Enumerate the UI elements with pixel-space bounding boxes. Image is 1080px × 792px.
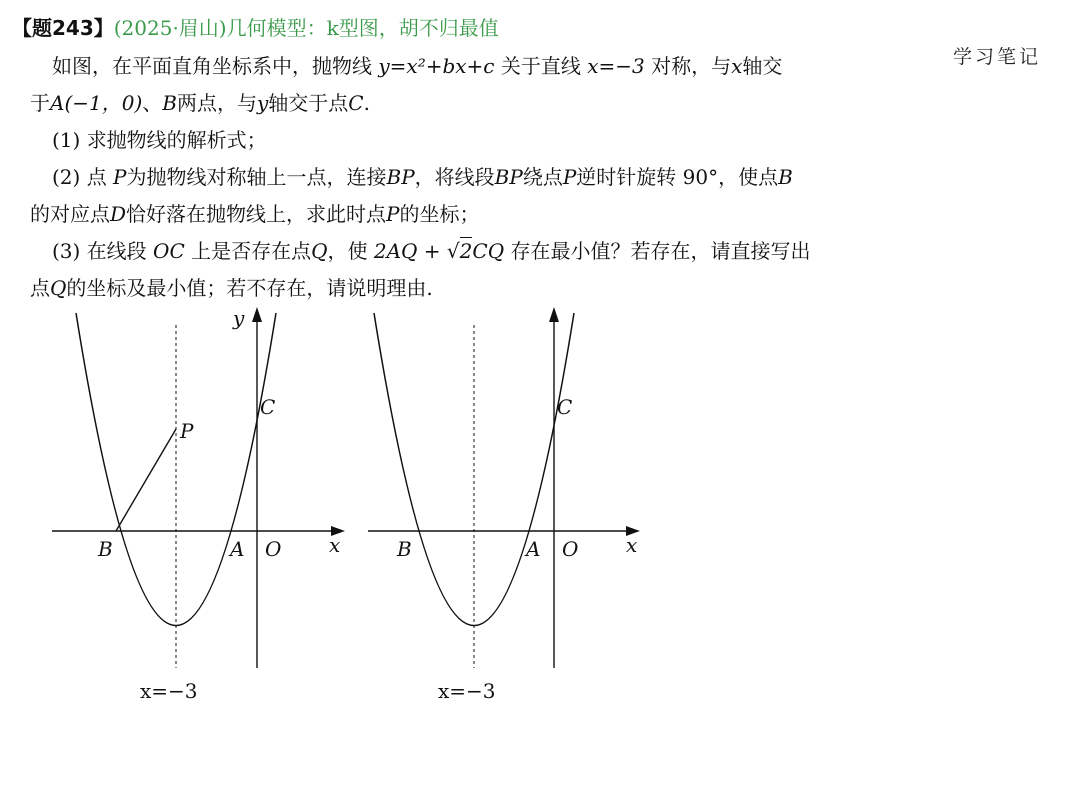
problem-number-tag: 【题243】	[12, 16, 114, 40]
min-expression: 2AQ + √2CQ	[373, 239, 505, 263]
question-3-line-1: (3) 在线段 OC 上是否存在点Q，使 2AQ + √2CQ 存在最小值？若存在，请直接写出	[52, 239, 811, 263]
question-2-line-2: 的对应点D恰好落在抛物线上，求此时点P的坐标；	[30, 202, 480, 226]
point-a-coordinates: A(−1，0)	[50, 91, 143, 115]
point-b-label: B	[397, 537, 412, 561]
figure-1-graph	[52, 306, 345, 703]
point-p-label: P	[180, 419, 194, 443]
origin-label: O	[562, 537, 579, 561]
y-axis-label: y	[233, 306, 245, 330]
question-2-line-1: (2) 点 P为抛物线对称轴上一点，连接BP，将线段BP绕点P逆时针旋转 90°，使点B	[52, 165, 793, 189]
question-3-line-2: 点Q的坐标及最小值；若不存在，请说明理由.	[30, 276, 433, 300]
stem-line-1: 如图，在平面直角坐标系中，抛物线 y=x²+bx+c 关于直线 x=−3 对称，与x轴交	[52, 54, 783, 78]
y-axis-arrow	[549, 307, 559, 322]
study-notes-label: 学习笔记	[953, 46, 1042, 68]
point-a-label: A	[526, 537, 541, 561]
question-1: (1) 求抛物线的解析式；	[52, 128, 267, 152]
symmetry-axis-caption: x=−3	[140, 679, 198, 703]
point-a-label: A	[230, 537, 245, 561]
y-axis-arrow	[252, 307, 262, 322]
symmetry-axis-caption: x=−3	[438, 679, 496, 703]
point-b-label: B	[98, 537, 113, 561]
stem-line-2: 于A(−1，0)、B两点，与y轴交于点C.	[30, 91, 370, 115]
figure-2-graph	[368, 307, 640, 703]
point-c-label: C	[557, 395, 573, 419]
point-c-label: C	[260, 395, 276, 419]
segment-bp	[116, 429, 176, 531]
symmetry-axis-equation: x=−3	[587, 54, 645, 78]
parabola-formula: y=x²+bx+c	[378, 54, 495, 78]
origin-label: O	[265, 537, 282, 561]
x-axis-label: x	[626, 533, 638, 557]
problem-source: (2025·眉山)几何模型：k型图，胡不归最值	[113, 16, 499, 40]
x-axis-label: x	[329, 533, 341, 557]
